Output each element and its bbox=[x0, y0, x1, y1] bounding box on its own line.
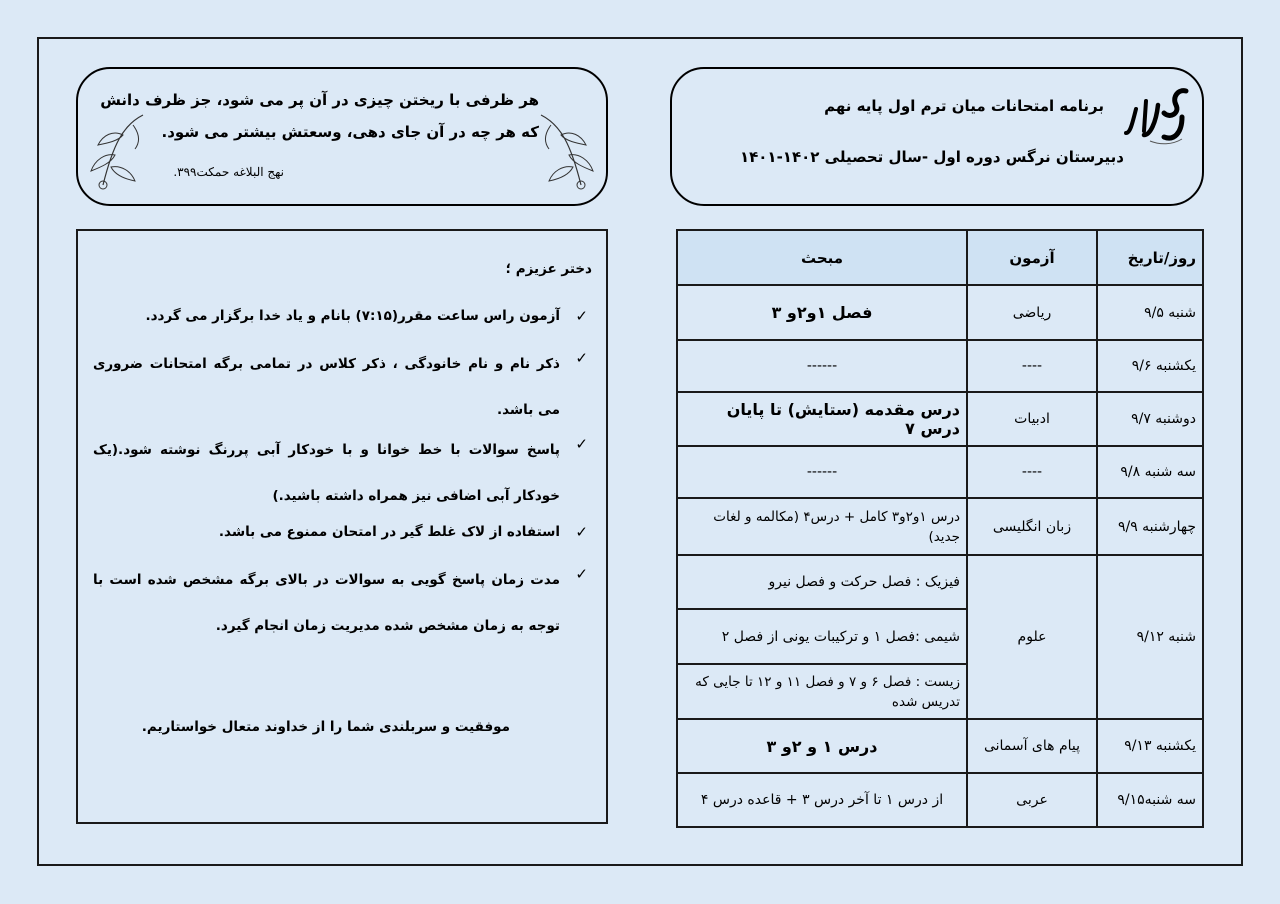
note-item: ✓ آزمون راس ساعت مقرر(۷:۱۵) بانام و یاد خدا برگزار می گردد. bbox=[93, 299, 588, 333]
table-row bbox=[677, 498, 1203, 555]
row-topic: درس مقدمه (ستایش) تا پایان درس ۷ bbox=[677, 392, 967, 446]
header-box bbox=[670, 67, 1204, 206]
note-item: ✓ استفاده از لاک غلط گیر در امتحان ممنوع می باشد. bbox=[93, 515, 588, 549]
row-date: شنبه ۹/۵ bbox=[1097, 285, 1203, 340]
row-topic: از درس ۱ تا آخر درس ۳ + قاعده درس ۴ bbox=[677, 773, 967, 827]
row-topic: ------ bbox=[677, 446, 967, 498]
note-item: ✓ ذکر نام و نام خانودگی ، ذکر کلاس در تمامی برگه امتحانات ضروری می باشد. bbox=[93, 341, 588, 433]
row-topic: درس ۱ و ۲و ۳ bbox=[677, 719, 967, 773]
page-title: برنامه امتحانات میان ترم اول پایه نهم bbox=[824, 97, 1104, 115]
row-date: شنبه ۹/۱۲ bbox=[1097, 555, 1203, 719]
notes-box bbox=[76, 229, 608, 824]
quote-line-1: هر ظرفی با ریختن چیزی در آن پر می شود، جز ظرف دانش bbox=[100, 91, 539, 109]
table-row bbox=[677, 340, 1203, 392]
row-topic: ------ bbox=[677, 340, 967, 392]
flower-ornament-icon bbox=[83, 105, 153, 195]
checkmark-icon: ✓ bbox=[575, 349, 588, 367]
row-exam: ریاضی bbox=[967, 285, 1097, 340]
row-topic: فصل ۱و۲و ۳ bbox=[677, 285, 967, 340]
row-date: سه شنبه ۹/۸ bbox=[1097, 446, 1203, 498]
header-date: روز/تاریخ bbox=[1097, 230, 1203, 285]
row-exam: عربی bbox=[967, 773, 1097, 827]
row-exam: پیام های آسمانی bbox=[967, 719, 1097, 773]
table-row bbox=[677, 392, 1203, 446]
row-exam: ---- bbox=[967, 340, 1097, 392]
notes-greeting: دختر عزیزم ؛ bbox=[505, 261, 592, 277]
row-date: سه شنبه۹/۱۵ bbox=[1097, 773, 1203, 827]
table-header-row bbox=[677, 230, 1203, 285]
row-exam: علوم bbox=[967, 555, 1097, 719]
exam-schedule-table bbox=[676, 229, 1204, 828]
row-date: یکشنبه ۹/۶ bbox=[1097, 340, 1203, 392]
row-date: یکشنبه ۹/۱۳ bbox=[1097, 719, 1203, 773]
note-item: ✓ مدت زمان پاسخ گویی به سوالات در بالای برگه مشخص شده است با توجه به زمان مشخص شده مدیریت زمان انجام گیرد. bbox=[93, 557, 588, 649]
checkmark-icon: ✓ bbox=[575, 307, 588, 325]
row-topic: شیمی :فصل ۱ و ترکیبات یونی از فصل ۲ bbox=[677, 609, 967, 664]
table-row bbox=[677, 719, 1203, 773]
row-exam: ---- bbox=[967, 446, 1097, 498]
notes-closing: موفقیت و سربلندی شما را از خداوند متعال خواستاریم. bbox=[141, 719, 510, 735]
page-subtitle: دبیرستان نرگس دوره اول -سال تحصیلی ۱۴۰۲-۱۴۰۱ bbox=[739, 148, 1124, 166]
row-topic: فیزیک : فصل حرکت و فصل نیرو bbox=[677, 555, 967, 609]
row-date: دوشنبه ۹/۷ bbox=[1097, 392, 1203, 446]
table-row bbox=[677, 285, 1203, 340]
note-item: ✓ پاسخ سوالات با خط خوانا و با خودکار آبی پررنگ نوشته شود.(یک خودکار آبی اضافی نیز همراه داشته باشید.) bbox=[93, 427, 588, 519]
quote-box bbox=[76, 67, 608, 206]
table-row bbox=[677, 555, 1203, 609]
quote-source: نهج البلاغه حمکت۳۹۹. bbox=[173, 165, 284, 179]
table-row bbox=[677, 446, 1203, 498]
row-date: چهارشنبه ۹/۹ bbox=[1097, 498, 1203, 555]
row-exam: ادبیات bbox=[967, 392, 1097, 446]
row-topic: درس ۱و۲و۳ کامل + درس۴ (مکالمه و لغات جدید) bbox=[677, 498, 967, 555]
school-logo bbox=[1120, 83, 1194, 153]
table-row bbox=[677, 773, 1203, 827]
header-topic: مبحث bbox=[677, 230, 967, 285]
row-exam: زبان انگلیسی bbox=[967, 498, 1097, 555]
checkmark-icon: ✓ bbox=[575, 435, 588, 453]
header-exam: آزمون bbox=[967, 230, 1097, 285]
checkmark-icon: ✓ bbox=[575, 565, 588, 583]
row-topic: زیست : فصل ۶ و ۷ و فصل ۱۱ و ۱۲ تا جایی که تدریس شده bbox=[677, 664, 967, 719]
quote-line-2: که هر چه در آن جای دهی، وسعتش بیشتر می شود. bbox=[161, 123, 539, 141]
checkmark-icon: ✓ bbox=[575, 523, 588, 541]
flower-ornament-icon bbox=[531, 105, 601, 195]
